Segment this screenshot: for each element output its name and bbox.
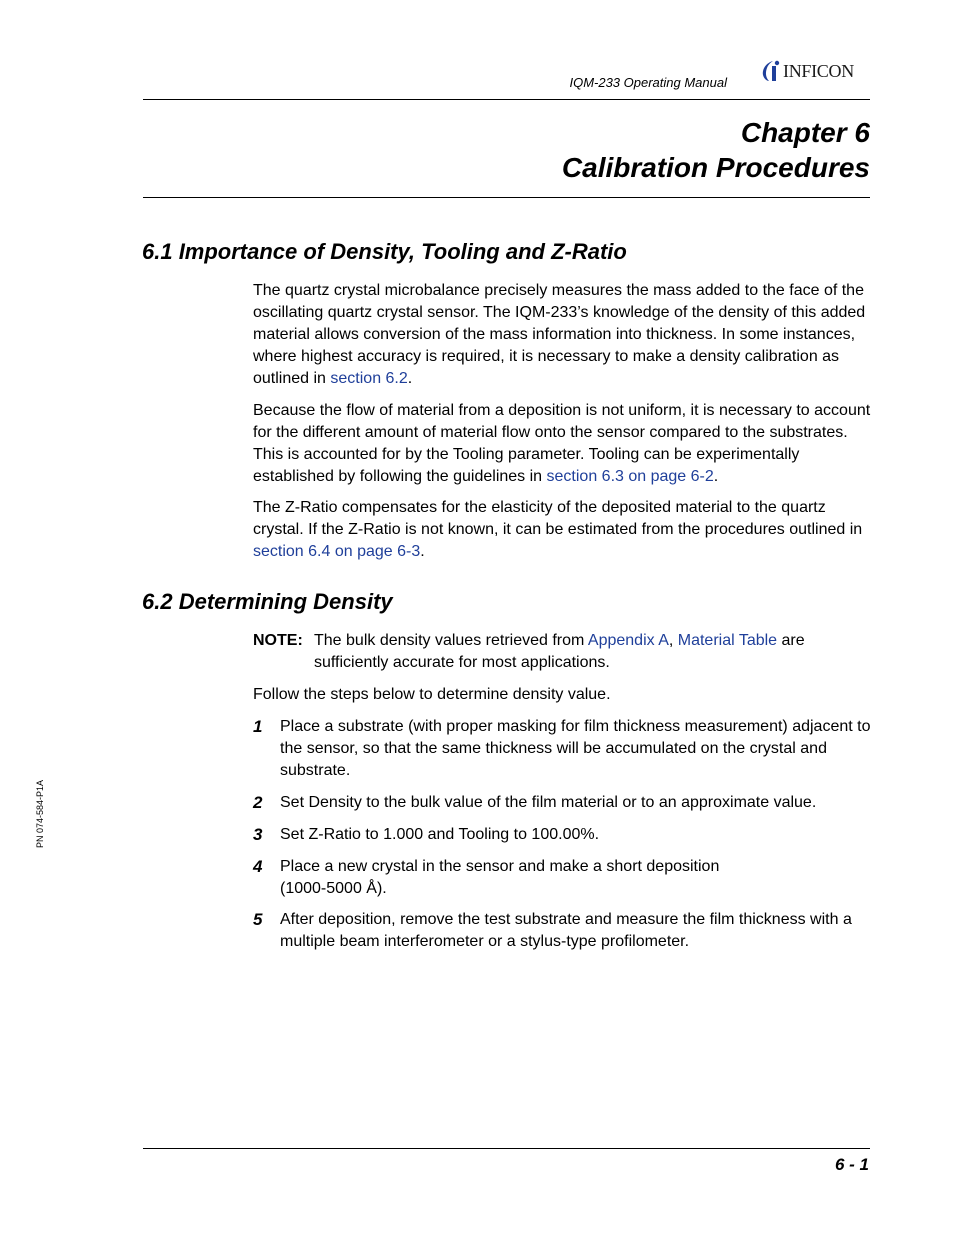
step-item xyxy=(253,856,753,900)
step-number: 2 xyxy=(253,793,263,812)
step-number: 5 xyxy=(253,910,263,929)
paragraph-end: . xyxy=(407,370,413,387)
step-text: Set Density to the bulk value of the film material or to an approximate value. xyxy=(280,794,817,811)
chapter-rule xyxy=(143,197,870,198)
step-item xyxy=(253,824,873,846)
inficon-logo xyxy=(760,60,854,82)
chapter-number: Chapter 6 xyxy=(740,117,870,148)
step-text: Place a substrate (with proper masking for film thickness measurement) adjacent to the sensor, so that the same thickness will be accumulated on the crystal and substrate. xyxy=(280,718,871,779)
note-block xyxy=(253,630,873,674)
note-text xyxy=(314,630,873,674)
steps-intro: Follow the steps below to determine density value. xyxy=(253,686,611,703)
step-item xyxy=(253,792,873,814)
paragraph-z-ratio xyxy=(253,497,873,563)
step-number: 1 xyxy=(253,717,263,736)
link-section-6-4[interactable]: section 6.4 on page 6-3 xyxy=(253,543,421,560)
step-text: Set Z-Ratio to 1.000 and Tooling to 100.00%. xyxy=(280,826,600,843)
paragraph-text: Because the flow of material from a deposition is not uniform, it is necessary to account for the different amount of material flow onto the sensor compared to the substrates. This is accounted for by the Tooling parameter. Tooling can be experimentally established by following the guidelines in xyxy=(253,402,871,485)
page-number: 6 - 1 xyxy=(834,1155,869,1174)
section-6-1-heading: 6.1 Importance of Density, Tooling and Z-Ratio xyxy=(142,239,627,264)
header-rule xyxy=(143,99,870,100)
note-separator: , xyxy=(668,632,678,649)
link-appendix-a[interactable]: Appendix A xyxy=(587,632,669,649)
step-number: 3 xyxy=(253,825,263,844)
link-section-6-3[interactable]: section 6.3 on page 6-2 xyxy=(546,468,714,485)
paragraph-density xyxy=(253,280,873,390)
part-number: PN 074-584-P1A xyxy=(35,779,45,848)
step-text: After deposition, remove the test substrate and measure the film thickness with a multiple beam interferometer or a stylus-type profilometer. xyxy=(280,911,852,950)
paragraph-end: . xyxy=(420,543,425,560)
paragraph-end: . xyxy=(713,468,719,485)
link-section-6-2[interactable]: section 6.2 xyxy=(330,370,408,387)
step-item xyxy=(253,716,873,782)
paragraph-tooling xyxy=(253,400,873,488)
footer-rule xyxy=(143,1148,870,1149)
step-text: Place a new crystal in the sensor and make a short deposition (1000-5000 Å). xyxy=(280,858,720,897)
note-label: NOTE: xyxy=(253,632,303,649)
section-6-2-heading: 6.2 Determining Density xyxy=(142,589,393,614)
note-text-part: are sufficiently accurate for most applications. xyxy=(314,632,805,671)
paragraph-text: The Z-Ratio compensates for the elasticity of the deposited material to the quartz crystal. If the Z-Ratio is not known, it can be estimated from the procedures outlined in xyxy=(253,499,863,538)
link-material-table[interactable]: Material Table xyxy=(677,632,778,649)
chapter-title xyxy=(562,115,870,185)
step-number: 4 xyxy=(253,857,263,876)
manual-title: IQM-233 Operating Manual xyxy=(569,75,727,90)
paragraph-text: The quartz crystal microbalance precisely measures the mass added to the face of the oscillating quartz crystal sensor. The IQM-233’s knowledge of the density of this added material allows conversion of the mass information into thickness. In some instances, where highest accuracy is required, it is necessary to make a density calibration as outlined in xyxy=(253,282,866,387)
inficon-logo-icon xyxy=(760,60,780,82)
chapter-name: Calibration Procedures xyxy=(561,152,870,183)
step-item xyxy=(253,909,873,953)
note-text-part: The bulk density values retrieved from xyxy=(314,632,588,649)
logo-text: INFICON xyxy=(783,61,854,81)
